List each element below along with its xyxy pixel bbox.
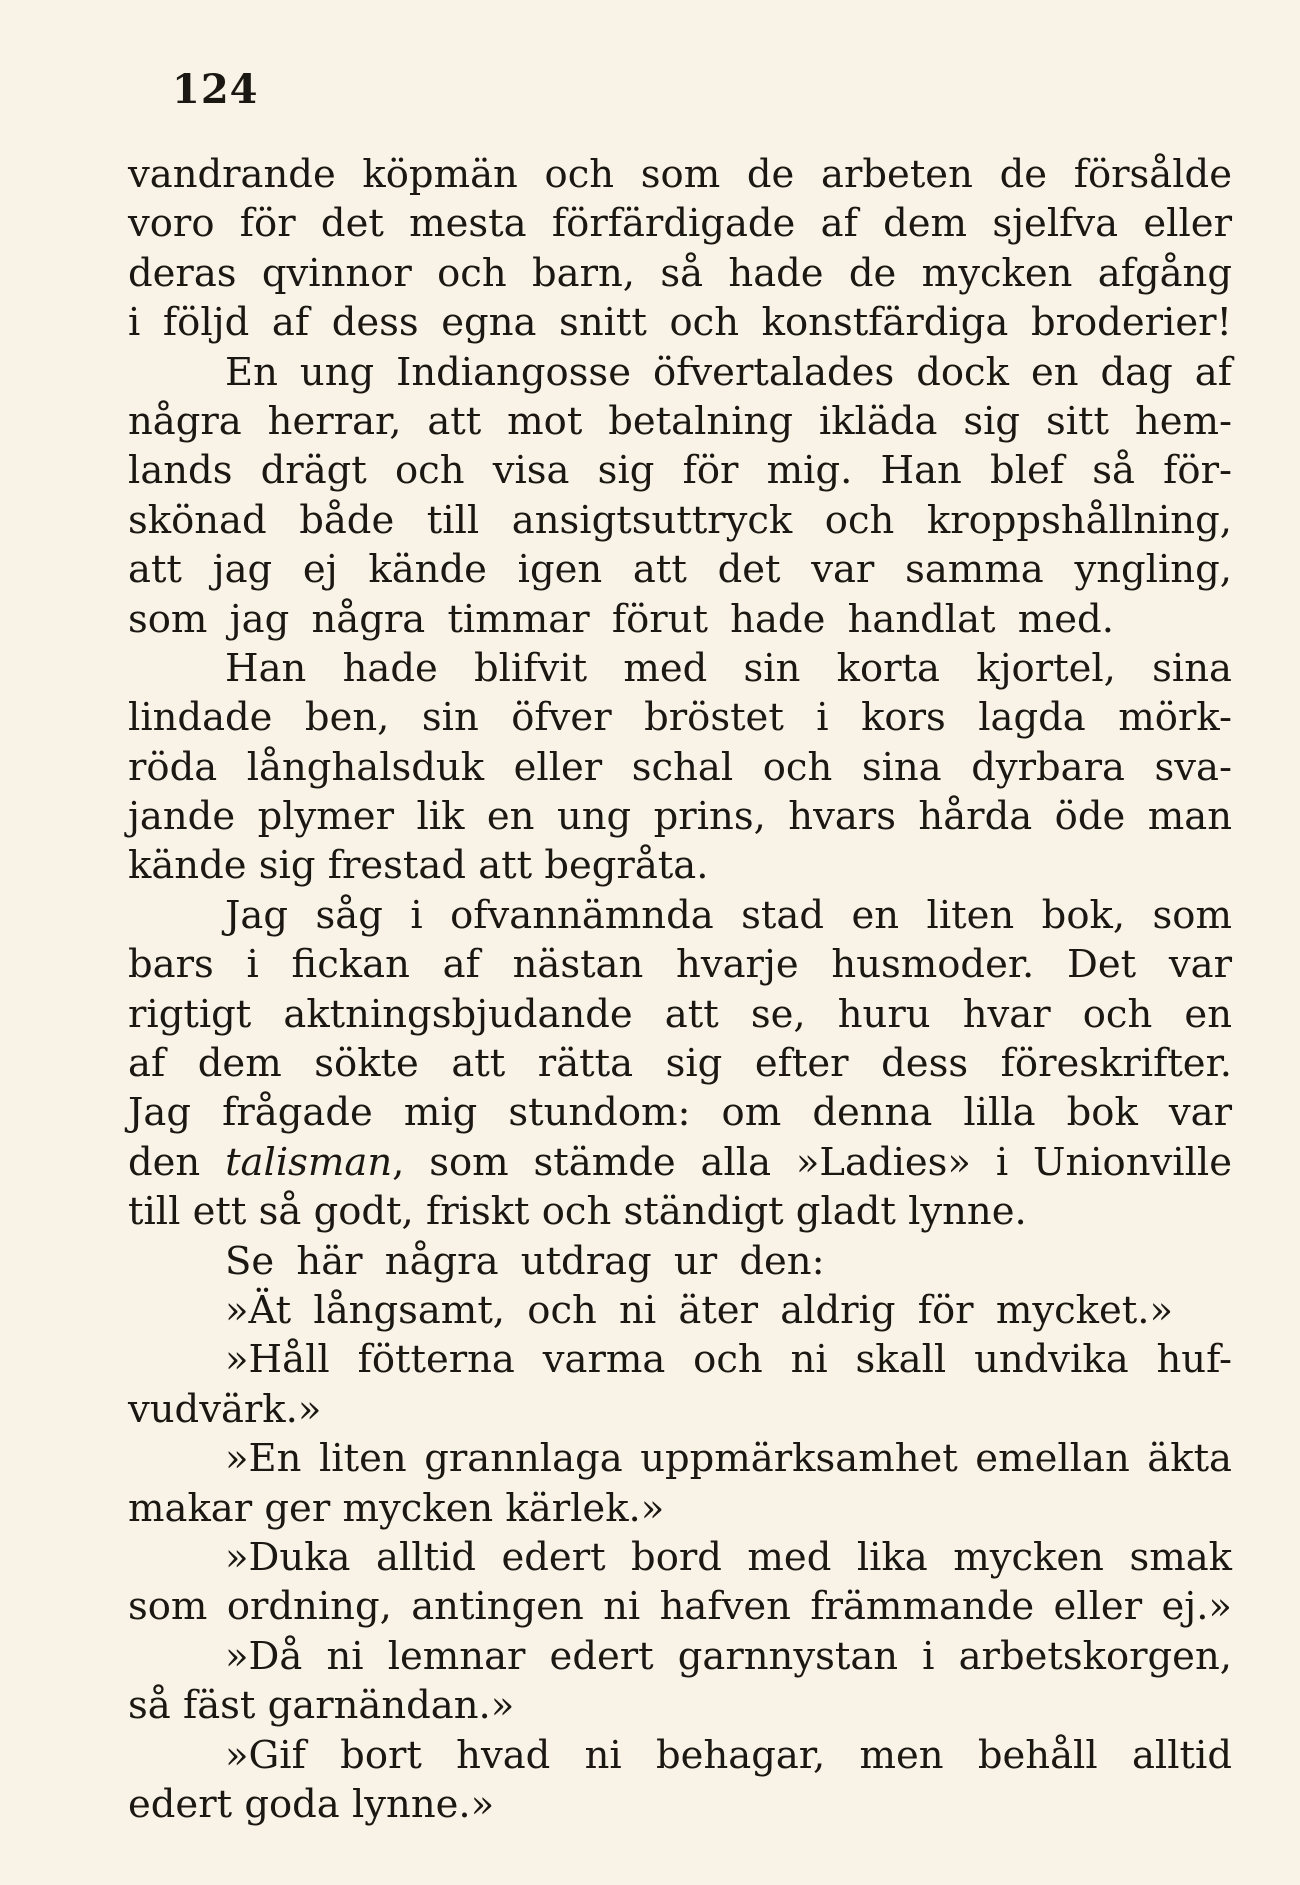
paragraph-end-line: som jag några timmar förut hade handlat med. [128,596,1114,642]
quote-line: »Gif bort hvad ni behagar, men behåll alltid [225,1732,1232,1778]
text-line: lands drägt och visa sig för mig. Han blef så för- [128,448,1232,494]
quote-end-line: makar ger mycken kärlek.» [128,1485,665,1531]
text-line: Jag frågade mig stundom: om denna lilla bok var [128,1090,1232,1136]
text-span: den [128,1139,226,1185]
page-number: 124 [172,66,259,113]
quote-line: »Ät långsamt, och ni äter aldrig för mycket.» [225,1287,1174,1333]
body-text [128,150,1232,1829]
paragraph-start-line: En ung Indiangosse öfvertalades dock en dag af [225,349,1232,395]
text-line: deras qvinnor och barn, så hade de mycken afgång [128,250,1232,296]
italic-word: talisman [225,1139,393,1185]
text-line: af dem sökte att rätta sig efter dess föreskrifter. [128,1041,1232,1087]
paragraph-end-line: kände sig frestad att begråta. [128,843,709,889]
text-line: skönad både till ansigtsuttryck och kroppshållning, [128,497,1232,543]
paragraph-start-line: Han hade blifvit med sin korta kjortel, sina [225,645,1232,691]
text-line: voro för det mesta förfärdigade af dem sjelfva eller [128,201,1232,247]
text-span: , som stämde alla »Ladies» i Unionville [392,1139,1232,1185]
text-line [128,1138,1232,1187]
text-line: i följd af dess egna snitt och konstfärdiga broderier! [128,300,1232,346]
text-line: rigtigt aktningsbjudande att se, huru hvar och en [128,991,1232,1037]
quote-line: »En liten grannlaga uppmärksamhet emellan äkta [225,1436,1232,1482]
text-line: några herrar, att mot betalning ikläda sig sitt hem- [128,398,1232,444]
quote-line: »Då ni lemnar edert garnnystan i arbetskorgen, [225,1633,1232,1679]
text-line: vandrande köpmän och som de arbeten de försålde [128,152,1232,197]
quote-line: »Håll fötterna varma och ni skall undvika huf- [225,1337,1232,1383]
text-line: lindade ben, sin öfver bröstet i kors lagda mörk- [128,695,1232,741]
paragraph-start-line: Jag såg i ofvannämnda stad en liten bok, som [225,892,1232,938]
quote-line: »Duka alltid edert bord med lika mycken smak [225,1534,1232,1580]
quote-end-line: vudvärk.» [128,1386,322,1432]
text-line: jande plymer lik en ung prins, hvars hårda öde man [128,794,1232,840]
text-line: röda långhalsduk eller schal och sina dyrbara sva- [128,744,1232,790]
quote-end-line: så fäst garnändan.» [128,1683,515,1729]
text-line: att jag ej kände igen att det var samma yngling, [128,547,1232,593]
paragraph-end-line: till ett så godt, friskt och ständigt gladt lynne. [128,1189,1027,1235]
paragraph-line: Se här några utdrag ur den: [225,1238,825,1284]
text-line: bars i fickan af nästan hvarje husmoder. Det var [128,942,1232,988]
quote-end-line: edert goda lynne.» [128,1781,495,1827]
quote-end-line: som ordning, antingen ni hafven främmande eller ej.» [128,1584,1232,1630]
